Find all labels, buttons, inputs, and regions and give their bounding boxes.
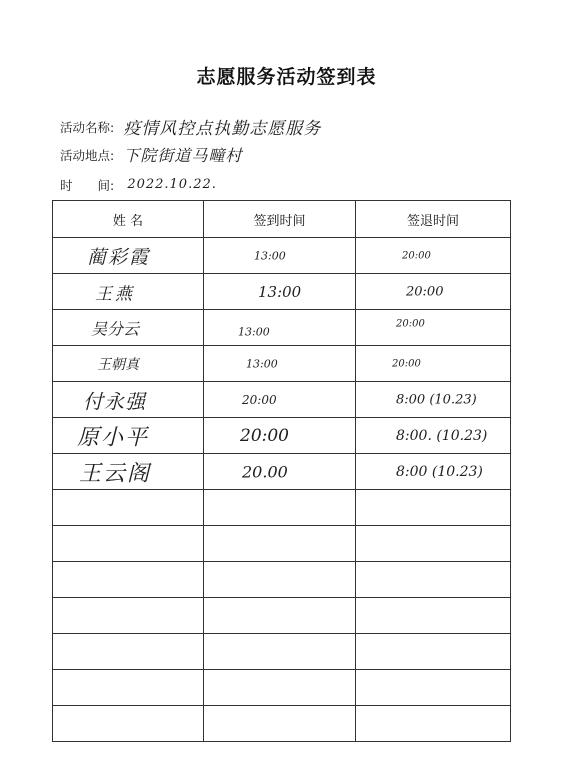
- sign-out-time: 20:00: [406, 284, 444, 299]
- volunteer-name: 吴分云: [91, 319, 140, 338]
- header-name: 姓 名: [53, 201, 204, 238]
- sign-in-time: 20.00: [242, 462, 288, 481]
- sign-in-time: 13:00: [238, 325, 270, 339]
- table-row: [53, 238, 511, 274]
- table-row: [53, 598, 511, 634]
- activity-place-row: [60, 143, 242, 167]
- sign-in-time: 13:00: [246, 357, 278, 370]
- table-row: [53, 382, 511, 418]
- volunteer-name: 王云阁: [79, 461, 152, 486]
- activity-place-label: 活动地点:: [60, 147, 115, 163]
- table-row: [53, 454, 511, 490]
- activity-place-value: 下院街道马疃村: [123, 146, 243, 165]
- sheet-title: 志愿服务活动签到表: [196, 66, 377, 88]
- table-row: [53, 634, 511, 670]
- sign-out-time: 8:00. (10.23): [396, 427, 488, 444]
- sign-in-time: 13:00: [258, 282, 302, 301]
- activity-name-row: [60, 114, 321, 138]
- sign-out-time: 20:00: [402, 250, 431, 261]
- table-row: [53, 274, 511, 310]
- header-sign-in-time: 签到时间: [204, 201, 356, 238]
- sign-out-time: 8:00 (10.23): [396, 392, 477, 407]
- table-row: [53, 346, 511, 382]
- activity-name-label: 活动名称:: [60, 119, 115, 135]
- attendance-table: [52, 200, 511, 742]
- sign-out-time: 20:00: [392, 358, 421, 369]
- table-row: [53, 706, 511, 742]
- volunteer-name: 原小平: [77, 425, 150, 450]
- table-row: [53, 418, 511, 454]
- volunteer-name: 王朝真: [97, 356, 139, 373]
- sign-in-time: 20:00: [242, 392, 277, 407]
- volunteer-name: 王燕: [95, 284, 135, 304]
- table-row: [53, 562, 511, 598]
- table-row: [53, 490, 511, 526]
- activity-time-value: 2022.10.22.: [127, 177, 217, 192]
- volunteer-name: 蔺彩霞: [87, 246, 151, 268]
- sign-out-time: 20:00: [396, 318, 425, 330]
- table-header-row: [53, 201, 511, 238]
- activity-name-value: 疫情风控点执勤志愿服务: [123, 119, 322, 139]
- sign-in-time: 13:00: [254, 249, 286, 262]
- table-row: [53, 526, 511, 562]
- header-sign-out-time: 签退时间: [356, 201, 511, 238]
- sign-in-time: 20:00: [240, 425, 289, 446]
- activity-time-row: [60, 174, 217, 198]
- sign-out-time: 8:00 (10.23): [396, 463, 483, 480]
- activity-time-label: 时 间:: [60, 177, 115, 193]
- table-row: [53, 310, 511, 346]
- table-row: [53, 670, 511, 706]
- volunteer-name: 付永强: [83, 389, 146, 413]
